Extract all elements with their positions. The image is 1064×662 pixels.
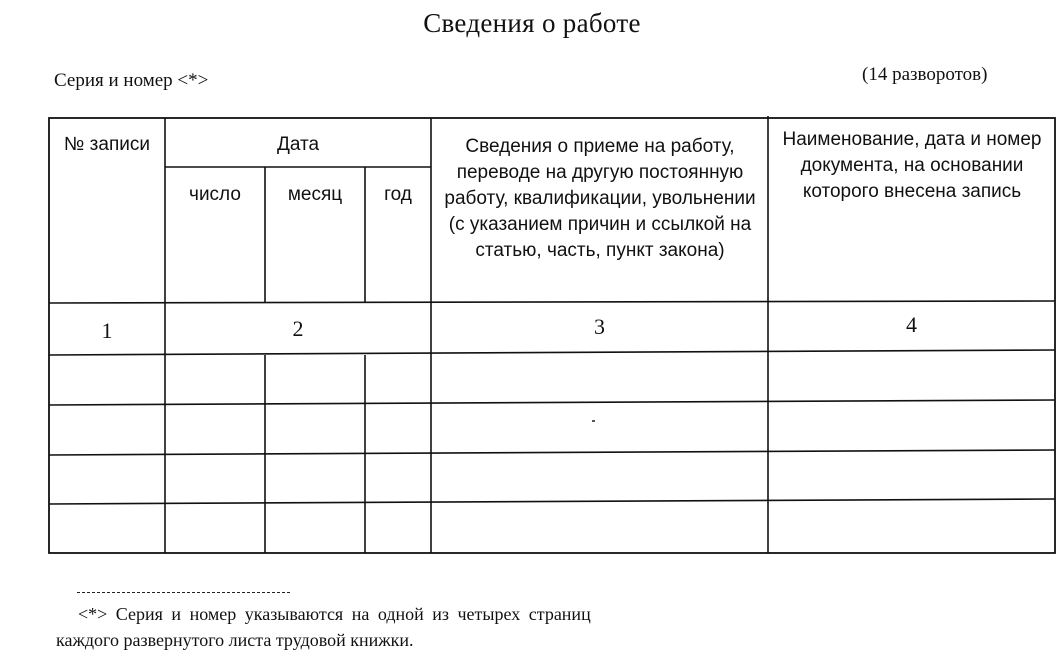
row-line-3 bbox=[49, 499, 1055, 504]
footnote-line-1: <*> Серия и номер указываются на одной из четырех страниц bbox=[78, 604, 591, 624]
column-number-4: 4 bbox=[906, 312, 917, 337]
header-employment-info: Сведения о приеме на работу, переводе на другую постоянную работу, квалификации, увольнении (с указанием причин и ссылкой на статью, часть, пункт закона) bbox=[444, 136, 756, 261]
footnote-separator bbox=[77, 592, 290, 593]
column-number-2: 2 bbox=[292, 316, 304, 341]
scan-speck bbox=[592, 420, 595, 422]
header-basis-document: Наименование, дата и номер документа, на основании которого внесена запись bbox=[782, 129, 1042, 202]
document-title: Сведения о работе bbox=[423, 8, 641, 38]
column-number-3: 3 bbox=[594, 314, 605, 339]
numbers-row-bottom-line bbox=[49, 350, 1055, 355]
row-line-1 bbox=[49, 400, 1055, 405]
column-number-1: 1 bbox=[101, 318, 113, 343]
header-record-no: № записи bbox=[64, 134, 150, 155]
row-line-2 bbox=[49, 450, 1055, 455]
spreads-count-note: (14 разворотов) bbox=[862, 64, 988, 85]
header-bottom-line bbox=[49, 301, 1055, 303]
header-month: месяц bbox=[287, 184, 343, 205]
footnote-line-2: каждого развернутого листа трудовой книжки. bbox=[56, 630, 414, 650]
header-date: Дата bbox=[276, 134, 320, 155]
footnote bbox=[56, 601, 591, 653]
series-number-label: Серия и номер <*> bbox=[54, 70, 209, 91]
header-day: число bbox=[189, 184, 241, 205]
header-year: год bbox=[384, 184, 412, 205]
